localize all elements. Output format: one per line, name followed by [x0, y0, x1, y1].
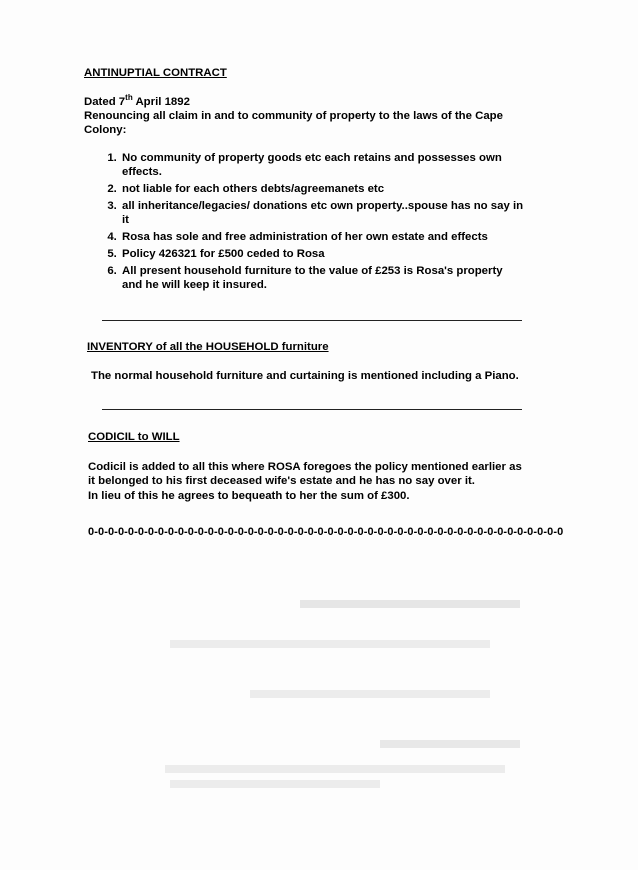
list-item: 2. not liable for each others debts/agreemanets etc — [120, 182, 524, 196]
divider — [102, 320, 522, 321]
contract-terms-list — [84, 151, 524, 292]
codicil-body: Codicil is added to all this where ROSA foregoes the policy mentioned earlier as it belonged to his first deceased wife's estate and he has no say over it. — [88, 460, 522, 487]
inventory-body: The normal household furniture and curtaining is mentioned including a Piano. — [91, 370, 519, 382]
codicil-heading: CODICIL to WILL — [88, 431, 180, 443]
list-item: 3. all inheritance/legacies/ donations etc own property..spouse has no say in it — [120, 199, 524, 227]
contract-date: Dated 7th April 1892 — [84, 93, 190, 108]
inventory-section — [87, 340, 523, 384]
list-item: 4. Rosa has sole and free administration of her own estate and effects — [120, 230, 524, 244]
list-item: 1. No community of property goods etc each retains and possesses own effects. — [120, 151, 524, 179]
list-item: 5. Policy 426321 for £500 ceded to Rosa — [120, 247, 524, 261]
list-item: 6. All present household furniture to the value of £253 is Rosa's property and he will keep it insured. — [120, 264, 524, 292]
separator-line: 0-0-0-0-0-0-0-0-0-0-0-0-0-0-0-0-0-0-0-0-0-0-0-0-0-0-0-0-0-0-0-0-0-0-0-0-0-0-0-0-0-0-0-0-0-0-0-0 — [88, 526, 564, 538]
contract-intro: Renouncing all claim in and to community of property to the laws of the Cape Colony: — [84, 110, 503, 136]
antenuptial-contract-section — [84, 66, 524, 295]
inventory-heading: INVENTORY of all the HOUSEHOLD furniture — [87, 341, 329, 353]
contract-heading: ANTINUPTIAL CONTRACT — [84, 67, 227, 79]
codicil-section — [88, 430, 524, 503]
codicil-bequest: In lieu of this he agrees to bequeath to her the sum of £300. — [88, 489, 410, 502]
divider — [102, 409, 522, 410]
